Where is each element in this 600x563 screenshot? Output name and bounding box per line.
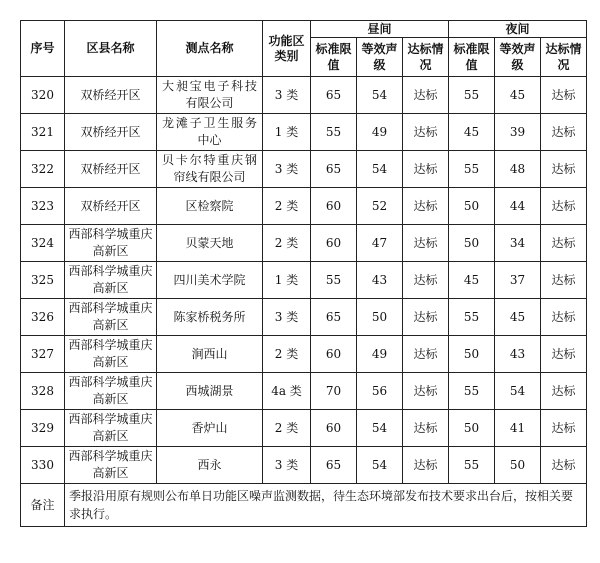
cell-day-limit: 60 [311,336,357,373]
cell-district: 双桥经开区 [65,114,157,151]
cell-night-level: 45 [495,77,541,114]
cell-district: 西部科学城重庆高新区 [65,447,157,484]
cell-night-status: 达标 [541,410,587,447]
cell-day-level: 54 [357,410,403,447]
cell-day-limit: 60 [311,188,357,225]
cell-site: 贝卡尔特重庆钢帘线有限公司 [157,151,263,188]
cell-seq: 326 [21,299,65,336]
cell-night-limit: 55 [449,373,495,410]
cell-day-level: 52 [357,188,403,225]
cell-night-level: 43 [495,336,541,373]
note-label: 备注 [21,484,65,527]
cell-day-limit: 55 [311,262,357,299]
header-row-top [21,21,587,38]
cell-zone: 3 类 [263,447,311,484]
cell-night-limit: 50 [449,336,495,373]
cell-seq: 320 [21,77,65,114]
cell-night-limit: 45 [449,262,495,299]
cell-day-level: 54 [357,151,403,188]
cell-day-level: 50 [357,299,403,336]
cell-seq: 321 [21,114,65,151]
cell-day-limit: 65 [311,447,357,484]
cell-district: 西部科学城重庆高新区 [65,299,157,336]
table-row [21,373,587,410]
cell-zone: 1 类 [263,262,311,299]
cell-seq: 324 [21,225,65,262]
cell-district: 西部科学城重庆高新区 [65,336,157,373]
cell-day-level: 47 [357,225,403,262]
cell-seq: 322 [21,151,65,188]
cell-zone: 3 类 [263,151,311,188]
cell-day-status: 达标 [403,373,449,410]
cell-night-limit: 50 [449,225,495,262]
table-row [21,77,587,114]
cell-day-status: 达标 [403,262,449,299]
cell-day-status: 达标 [403,336,449,373]
cell-site: 涧西山 [157,336,263,373]
noise-monitoring-table [20,20,587,527]
cell-night-limit: 55 [449,77,495,114]
cell-night-level: 54 [495,373,541,410]
cell-night-status: 达标 [541,225,587,262]
cell-night-status: 达标 [541,262,587,299]
header-night-limit: 标准限值 [449,38,495,77]
cell-night-status: 达标 [541,299,587,336]
cell-district: 双桥经开区 [65,188,157,225]
cell-zone: 1 类 [263,114,311,151]
cell-seq: 329 [21,410,65,447]
table-row [21,151,587,188]
cell-day-level: 49 [357,114,403,151]
table-row [21,299,587,336]
cell-night-limit: 55 [449,299,495,336]
table-row [21,447,587,484]
cell-night-level: 45 [495,299,541,336]
cell-day-limit: 60 [311,410,357,447]
cell-zone: 2 类 [263,225,311,262]
cell-district: 西部科学城重庆高新区 [65,410,157,447]
cell-day-status: 达标 [403,77,449,114]
cell-night-status: 达标 [541,188,587,225]
cell-district: 双桥经开区 [65,151,157,188]
document-page [20,20,586,527]
cell-day-status: 达标 [403,151,449,188]
cell-night-level: 44 [495,188,541,225]
header-night-level: 等效声级 [495,38,541,77]
cell-day-limit: 60 [311,225,357,262]
cell-site: 区检察院 [157,188,263,225]
cell-zone: 3 类 [263,77,311,114]
cell-night-limit: 50 [449,188,495,225]
cell-night-level: 39 [495,114,541,151]
header-day: 昼间 [311,21,449,38]
cell-day-limit: 55 [311,114,357,151]
cell-zone: 2 类 [263,336,311,373]
cell-day-status: 达标 [403,410,449,447]
cell-zone: 2 类 [263,188,311,225]
table-row [21,410,587,447]
cell-night-level: 37 [495,262,541,299]
cell-zone: 2 类 [263,410,311,447]
cell-night-limit: 55 [449,151,495,188]
cell-night-level: 50 [495,447,541,484]
header-district: 区县名称 [65,21,157,77]
cell-site: 香炉山 [157,410,263,447]
cell-night-status: 达标 [541,151,587,188]
cell-day-status: 达标 [403,114,449,151]
header-night: 夜间 [449,21,587,38]
cell-seq: 325 [21,262,65,299]
cell-night-limit: 50 [449,410,495,447]
cell-district: 西部科学城重庆高新区 [65,262,157,299]
cell-day-level: 54 [357,447,403,484]
cell-day-limit: 65 [311,299,357,336]
table-row [21,188,587,225]
cell-site: 贝蒙天地 [157,225,263,262]
cell-night-status: 达标 [541,336,587,373]
cell-day-limit: 65 [311,77,357,114]
cell-site: 西城湖景 [157,373,263,410]
note-row [21,484,587,527]
table-row [21,114,587,151]
header-day-level: 等效声级 [357,38,403,77]
cell-night-limit: 45 [449,114,495,151]
cell-day-status: 达标 [403,447,449,484]
cell-day-level: 54 [357,77,403,114]
cell-night-level: 34 [495,225,541,262]
cell-day-limit: 70 [311,373,357,410]
header-day-limit: 标准限值 [311,38,357,77]
cell-zone: 3 类 [263,299,311,336]
table-body [21,77,587,527]
cell-night-status: 达标 [541,114,587,151]
cell-seq: 327 [21,336,65,373]
cell-day-status: 达标 [403,225,449,262]
header-night-status: 达标情况 [541,38,587,77]
cell-district: 西部科学城重庆高新区 [65,373,157,410]
cell-seq: 323 [21,188,65,225]
cell-site: 西永 [157,447,263,484]
cell-day-level: 56 [357,373,403,410]
cell-seq: 330 [21,447,65,484]
header-seq: 序号 [21,21,65,77]
cell-site: 大昶宝电子科技有限公司 [157,77,263,114]
cell-site: 四川美术学院 [157,262,263,299]
cell-district: 西部科学城重庆高新区 [65,225,157,262]
note-text: 季报沿用原有规则公布单日功能区噪声监测数据，待生态环境部发布技术要求出台后，按相关要求执行。 [65,484,587,527]
cell-seq: 328 [21,373,65,410]
cell-zone: 4a 类 [263,373,311,410]
cell-day-status: 达标 [403,188,449,225]
table-row [21,262,587,299]
cell-site: 陈家桥税务所 [157,299,263,336]
cell-day-limit: 65 [311,151,357,188]
cell-night-level: 48 [495,151,541,188]
cell-night-limit: 55 [449,447,495,484]
cell-night-status: 达标 [541,373,587,410]
cell-day-level: 43 [357,262,403,299]
table-row [21,225,587,262]
header-zone: 功能区类别 [263,21,311,77]
header-site: 测点名称 [157,21,263,77]
cell-night-status: 达标 [541,447,587,484]
cell-site: 龙滩子卫生服务中心 [157,114,263,151]
table-row [21,336,587,373]
cell-day-status: 达标 [403,299,449,336]
cell-night-status: 达标 [541,77,587,114]
cell-day-level: 49 [357,336,403,373]
header-day-status: 达标情况 [403,38,449,77]
cell-night-level: 41 [495,410,541,447]
cell-district: 双桥经开区 [65,77,157,114]
